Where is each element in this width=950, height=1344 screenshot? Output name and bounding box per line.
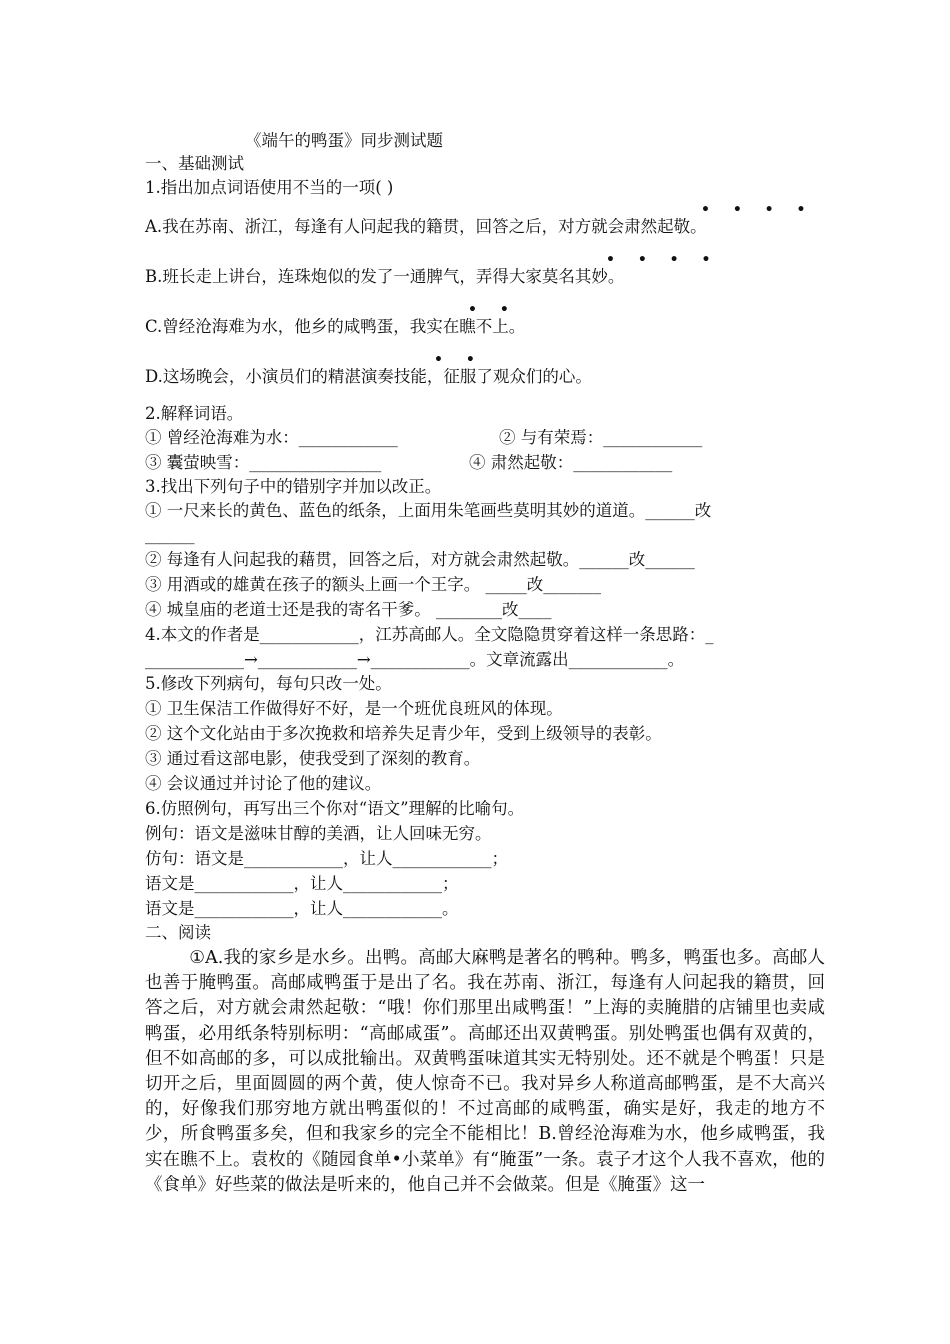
q6-fill-1: 仿句：语文是____________，让人____________； — [145, 849, 508, 868]
q5-item-4: ④ 会议通过并讨论了他的建议。 — [145, 774, 382, 793]
q3-stem: 3.找出下列句子中的错别字并加以改正。 — [145, 477, 442, 496]
q5-stem: 5.修改下列病句，每句只改一处。 — [145, 674, 392, 693]
q3-item-1: ① 一尺来长的黄色、蓝色的纸条，上面用朱笔画些莫明其妙的道道。______改 — [145, 501, 712, 520]
q1-option-d: D.这场晚会，小演员们的精湛演奏技能，征服了观众们的心。 — [145, 367, 592, 386]
q1-option-a: A.我在苏南、浙江，每逢有人问起我的籍贯，回答之后，对方就会肃然起敬。 — [145, 217, 707, 236]
q4-line-1: 4.本文的作者是____________，江苏高邮人。全文隐隐贯穿着这样一条思路：_ — [145, 625, 714, 644]
emphasis-dots-a: • • • • — [701, 202, 815, 218]
q3-item-3: ③ 用酒或的雄黄在孩子的额头上画一个王字。 _____改_______ — [145, 575, 601, 594]
q2-stem: 2.解释词语。 — [145, 404, 244, 423]
q5-item-1: ① 卫生保洁工作做得好不好，是一个班优良班风的体现。 — [145, 699, 563, 718]
q3-item-2: ② 每逢有人问起我的藉贯，回答之后，对方就会肃然起敬。______改______ — [145, 550, 695, 569]
q1-option-c: C.曾经沧海难为水，他乡的咸鸭蛋，我实在瞧不上。 — [145, 317, 526, 336]
q3-item-1-blank: ______ — [145, 525, 195, 544]
section-heading-reading: 二、阅读 — [145, 923, 211, 942]
q2-item-1: ① 曾经沧海难为水：____________ — [145, 428, 398, 447]
q3-item-4: ④ 城皇庙的老道士还是我的寄名干爹。 ________改____ — [145, 600, 552, 619]
q6-fill-3: 语文是____________，让人____________。 — [145, 899, 459, 918]
emphasis-dots-b: • • • • — [606, 252, 720, 268]
q6-fill-2: 语文是____________，让人____________； — [145, 874, 459, 893]
q6-stem: 6.仿照例句，再写出三个你对“语文”理解的比喻句。 — [145, 799, 525, 818]
q2-item-2: ② 与有荣焉：____________ — [499, 428, 703, 447]
q1-option-b: B.班长走上讲台，连珠炮似的发了一通脾气，弄得大家莫名其妙。 — [145, 267, 625, 286]
q6-example: 例句：语文是滋味甘醇的美酒，让人回味无穷。 — [145, 824, 492, 843]
q5-item-2: ② 这个文化站由于多次挽救和培养失足青少年，受到上级领导的表彰。 — [145, 724, 662, 743]
page-title: 《端午的鸭蛋》同步测试题 — [245, 131, 443, 150]
q2-item-3: ③ 囊萤映雪：________________ — [145, 453, 382, 472]
section-heading-basic: 一、基础测试 — [145, 154, 244, 173]
q1-stem: 1.指出加点词语使用不当的一项( ) — [145, 178, 394, 197]
q5-item-3: ③ 通过看这部电影，使我受到了深刻的教育。 — [145, 749, 481, 768]
q4-line-2: ____________→____________→____________。文章流露出____________。 — [145, 650, 685, 669]
reading-text: ①A.我的家乡是水乡。出鸭。高邮大麻鸭是著名的鸭种。鸭多，鸭蛋也多。高邮人也善于腌鸭蛋。高邮咸鸭蛋于是出了名。我在苏南、浙江，每逢有人问起我的籍贯，回答之后，对方就会肃然起敬：“哦！你们那里出咸鸭蛋！”上海的卖腌腊的店铺里也卖咸鸭蛋，必用纸条特别标明：“高邮咸蛋”。高邮还出双黄鸭蛋。别处鸭蛋也偶有双黄的，但不如高邮的多，可以成批输出。双黄鸭蛋味道其实无特别处。还不就是个鸭蛋！只是切开之后，里面圆圆的两个黄，使人惊奇不已。我对异乡人称道高邮鸭蛋，是不大高兴的，好像我们那穷地方就出鸭蛋似的！不过高邮的咸鸭蛋，确实是好，我走的地方不少，所食鸭蛋多矣，但和我家乡的完全不能相比！B.曾经沧海难为水，他乡咸鸭蛋，我实在瞧不上。袁枚的《随园食单•小菜单》有“腌蛋”一条。袁子才这个人我不喜欢，他的《食单》好些菜的做法是听来的，他自己并不会做菜。但是《腌蛋》这一 — [145, 948, 825, 1195]
reading-passage — [145, 946, 825, 1198]
q2-item-4: ④ 肃然起敬：____________ — [469, 453, 673, 472]
emphasis-dots-d: • • — [434, 352, 484, 368]
emphasis-dots-c: • • — [468, 302, 518, 318]
